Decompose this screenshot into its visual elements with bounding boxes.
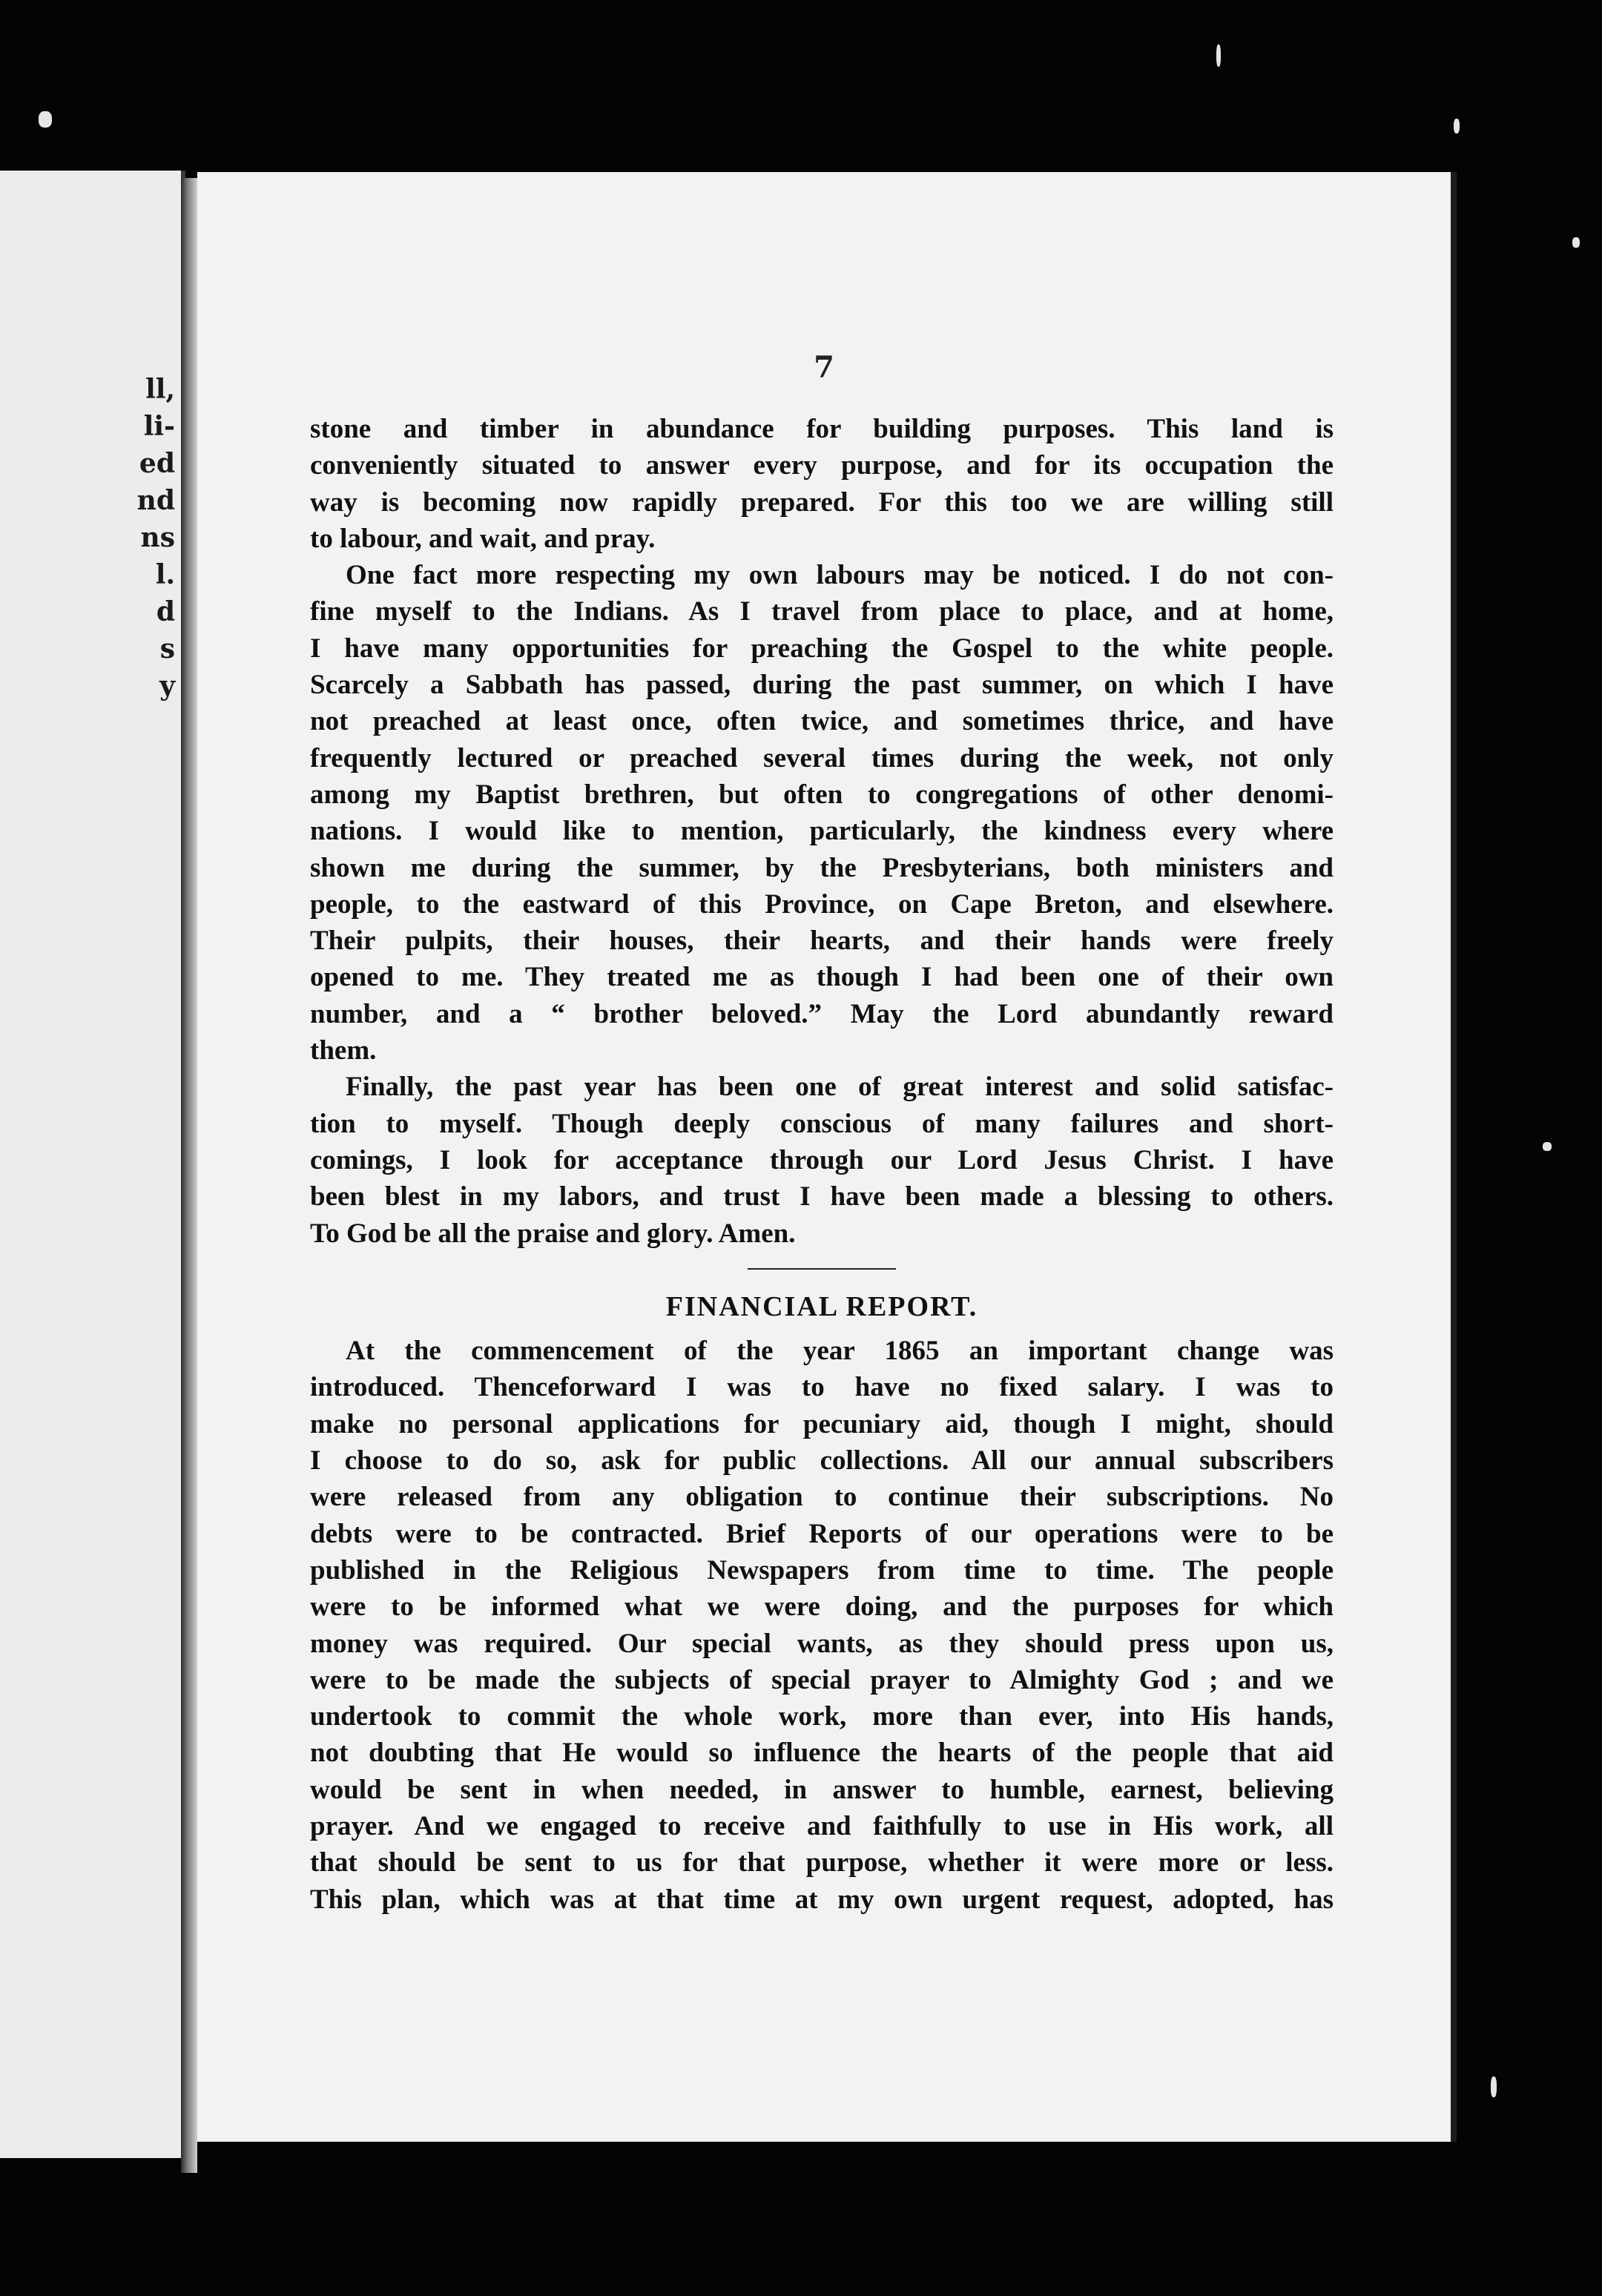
film-speck [1216,44,1221,67]
text-line: prayer. And we engaged to receive and faithfully to use in His work, all [310,1810,1334,1841]
text-line: debts were to be contracted. Brief Reports of our operations were to be [310,1518,1334,1549]
page-number: 7 [814,350,834,385]
text-line: introduced. Thenceforward I was to have no fixed salary. I was to [310,1372,1334,1403]
text-line: people, to the eastward of this Province, on Cape Breton, and elsewhere. [310,888,1334,920]
text-line: shown me during the summer, by the Presbyterians, both ministers and [310,852,1334,883]
film-speck [1572,237,1580,248]
text-line: to labour, and wait, and pray. [310,523,656,554]
page-body [310,411,1334,1918]
text-line: nations. I would like to mention, particularly, the kindness every where [310,816,1334,847]
text-line: opened to me. They treated me as though I had been one of their own [310,962,1334,993]
facing-page-text [86,371,175,705]
section-divider [748,1268,896,1270]
facing-page-fragment: nd [136,485,175,516]
text-line: been blest in my labors, and trust I have been made a blessing to others. [310,1181,1334,1213]
text-line: At the commencement of the year 1865 an important change was [346,1336,1334,1367]
text-line: stone and timber in abundance for building purposes. This land is [310,414,1334,444]
facing-page-fragment: li- [143,411,175,442]
facing-page-fragment: ll, [145,374,175,405]
text-line: them. [310,1035,377,1066]
section-heading: FINANCIAL REPORT. [665,1290,978,1322]
text-line: fine myself to the Indians. As I travel from place to place, and at home, [310,596,1334,627]
book-gutter [181,178,197,2173]
facing-page-edge [0,171,185,2158]
text-line: I have many opportunities for preaching the Gospel to the white people. [310,633,1334,664]
facing-page-fragment: l. [155,559,175,590]
paragraph-land [310,411,1334,557]
film-speck [1543,1142,1552,1151]
text-line: undertook to commit the whole work, more than ever, into His hands, [310,1701,1334,1732]
text-line: published in the Religious Newspapers from time to time. The people [310,1554,1334,1586]
facing-page-fragment: ed [139,448,175,479]
text-line: among my Baptist brethren, but often to congregations of other denomi- [310,779,1334,810]
text-line: not preached at least once, often twice, and sometimes thrice, and have [310,706,1334,737]
text-line: comings, I look for acceptance through our Lord Jesus Christ. I have [310,1144,1334,1175]
text-line: were to be informed what we were doing, and the purposes for which [310,1591,1334,1623]
film-speck [1454,119,1460,133]
text-line: make no personal applications for pecuniary aid, though I might, should [310,1408,1334,1439]
facing-page-fragment: d [156,596,175,627]
text-line: way is becoming now rapidly prepared. For this too we are willing still [310,486,1334,518]
text-line: To God be all the praise and glory. Amen. [310,1218,796,1249]
paragraph-financial [310,1333,1334,1918]
text-line: frequently lectured or preached several times during the week, not only [310,742,1334,773]
text-line: number, and a “ brother beloved.” May the Lord abundantly reward [310,998,1334,1029]
text-line: I choose to do so, ask for public collections. All our annual subscribers [310,1445,1334,1477]
text-line: conveniently situated to answer every purpose, and for its occupation the [310,450,1334,481]
paragraph-labours [310,557,1334,1069]
text-line: were released from any obligation to continue their subscriptions. No [310,1482,1334,1513]
text-line: would be sent in when needed, in answer to humble, earnest, believing [310,1774,1334,1805]
paragraph-finally [310,1069,1334,1251]
text-line: not doubting that He would so influence the hearts of the people that aid [310,1738,1334,1769]
film-speck [1491,2076,1497,2097]
document-page [197,172,1457,2142]
facing-page-fragment: ns [140,522,175,553]
text-line: Scarcely a Sabbath has passed, during the past summer, on which I have [310,670,1334,701]
text-line: money was required. Our special wants, as they should press upon us, [310,1628,1334,1659]
text-line: Their pulpits, their houses, their hearts, and their hands were freely [310,926,1334,957]
text-line: One fact more respecting my own labours may be noticed. I do not con- [346,560,1334,591]
text-line: that should be sent to us for that purpose, whether it were more or less. [310,1847,1334,1878]
text-line: This plan, which was at that time at my own urgent request, adopted, has [310,1884,1334,1915]
facing-page-fragment: s [159,633,175,664]
film-speck [39,111,52,128]
text-line: were to be made the subjects of special prayer to Almighty God ; and we [310,1664,1334,1695]
text-line: Finally, the past year has been one of great interest and solid satisfac- [346,1072,1334,1103]
text-line: tion to myself. Though deeply conscious of many failures and short- [310,1108,1334,1139]
facing-page-fragment: y [159,670,175,702]
